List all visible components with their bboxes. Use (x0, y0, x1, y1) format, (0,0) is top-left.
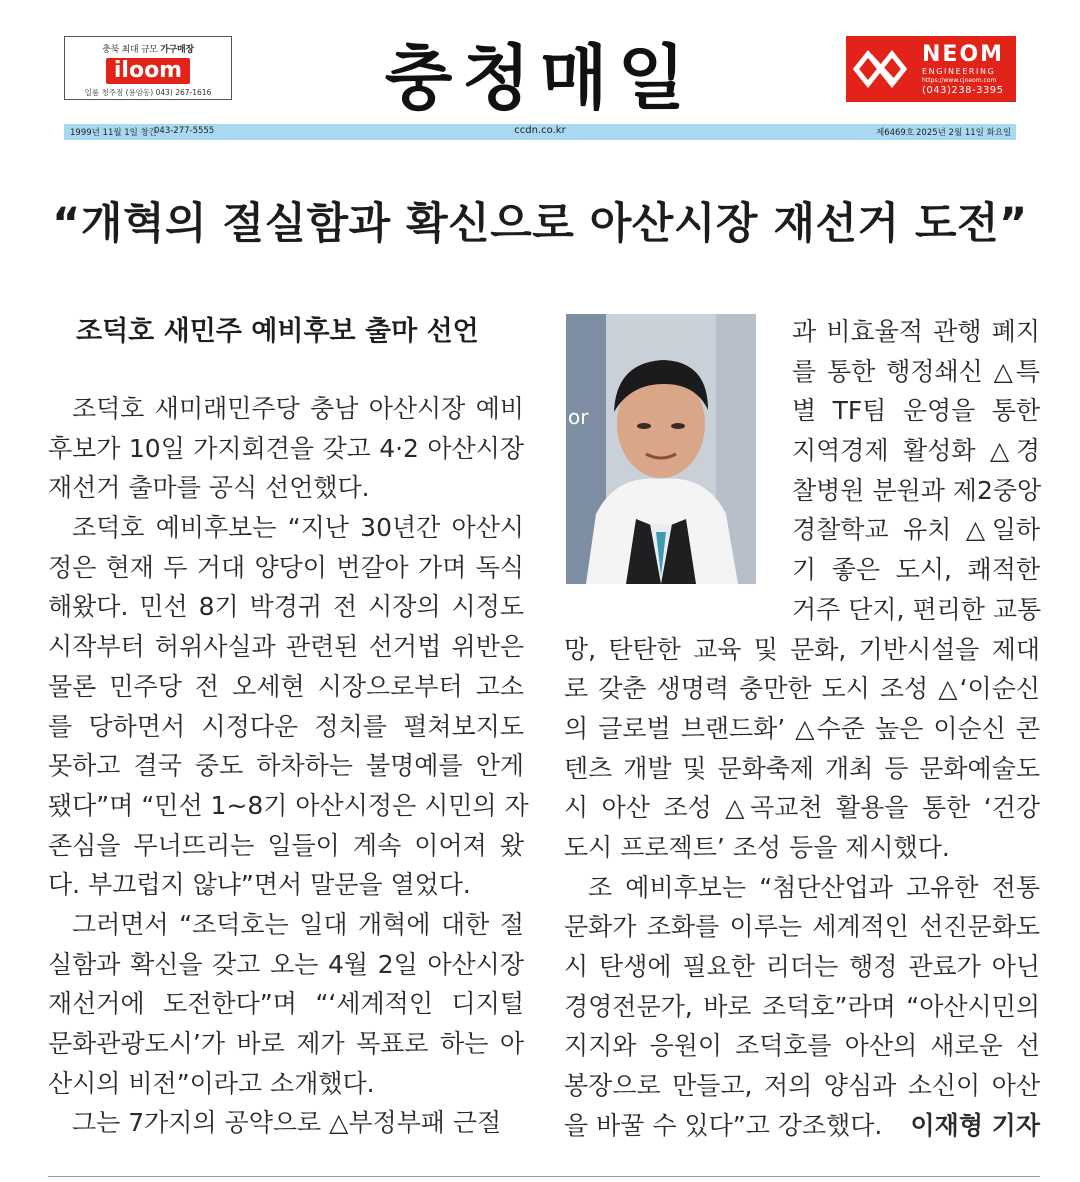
article-text-line: 재선거 출마를 공식 선언했다. (48, 473, 370, 503)
neom-name: NEOM (922, 42, 1005, 67)
article-text-line: 의 글로벌 브랜드화’ △수준 높은 이순신 콘 (564, 713, 1040, 743)
article-text-line: 못하고 결국 중도 하차하는 불명예를 안게 (48, 751, 524, 781)
iloom-logo: iloom (106, 58, 190, 84)
neom-url: https://www.cjneom.com (922, 77, 997, 84)
article-text-line: 재선거에 도전한다”며 “‘세계적인 디지털 (48, 989, 524, 1019)
article-text-line: 기 좋은 도시, 쾌적한 (792, 555, 1040, 585)
article-text-line: 조덕호 예비후보는 “지난 30년간 아산시 (72, 513, 524, 543)
article-text-line: 다. 부끄럽지 않냐”면서 말문을 열었다. (48, 870, 471, 900)
advertisement-neom[interactable] (846, 36, 1016, 102)
article-text-line: 후보가 10일 가지회견을 갖고 4·2 아산시장 (48, 433, 524, 463)
right-column-text (564, 630, 1040, 1146)
article-text-line: 문화관광도시’가 바로 제가 목표로 하는 아 (48, 1029, 524, 1058)
article-text-line: 해왔다. 민선 8기 박경귀 전 시장의 시정도 (48, 592, 524, 622)
article-text-line: 거주 단지, 편리한 교통 (792, 594, 1042, 624)
neom-tel: (043)238-3395 (922, 85, 1004, 96)
ad-tagline-text: 충북 최대 규모 (102, 45, 158, 55)
article-text-line: 정은 현재 두 거대 양당이 번갈아 가며 독식 (48, 552, 524, 582)
article-text-line: 문화가 조화를 이루는 세계적인 선진문화도 (564, 912, 1040, 942)
article-text-line-content: 을 바꿀 수 있다”고 강조했다. (564, 1110, 883, 1140)
right-column-wrap-text (792, 312, 1040, 630)
issue-number: 제6469호 (876, 128, 915, 138)
article-text-line: 물론 민주당 전 오세현 시장으로부터 고소 (48, 671, 524, 701)
svg-text:or: or (568, 405, 589, 429)
article-text-line: 별 TF팀 운영을 통한 (792, 396, 1040, 426)
article-text-line: 지지와 응원이 조덕호를 아산의 새로운 선 (564, 1031, 1040, 1061)
article-text-line: 시작부터 허위사실과 관련된 선거법 위반은 (48, 632, 524, 662)
article-column-left (48, 312, 529, 1143)
article-text-line: 로 갖춘 생명력 충만한 도시 조성 △‘이순신 (564, 674, 1040, 704)
left-column-text (48, 389, 529, 1143)
article-byline: 이재형 기자 (910, 1110, 1040, 1140)
article-text-line: 과 비효율적 관행 폐지 (792, 317, 1040, 346)
article-text-line: 그러면서 “조덕호는 일대 개혁에 대한 절 (72, 909, 524, 939)
office-phone: 043-277-5555 (154, 126, 215, 136)
article-text-line: 시 아산 조성 △곡교천 활용을 통한 ‘건강 (564, 793, 1040, 823)
neom-logo-icon (852, 46, 916, 92)
newspaper-logo: 충청매일 (384, 36, 696, 119)
ad-tagline-bold: 가구매장 (160, 45, 194, 55)
article-text-line: 텐츠 개발 및 문화축제 개최 등 문화예술도 (564, 753, 1040, 783)
article-headline: “개혁의 절실함과 확신으로 아산시장 재선거 도전” (52, 199, 1028, 249)
article-text-line (564, 1106, 1040, 1146)
site-url[interactable]: ccdn.co.kr (514, 125, 566, 136)
article-text-line: 그는 7가지의 공약으로 △부정부패 근절 (72, 1108, 502, 1138)
article-text-line: 실함과 확신을 갖고 오는 4월 2일 아산시장 (48, 949, 524, 979)
article-text-line: 됐다”며 “민선 1~8기 아산시정은 시민의 자 (48, 790, 529, 820)
bottom-rule (48, 1176, 1040, 1177)
article-subheadline: 조덕호 새민주 예비후보 출마 선언 (76, 316, 479, 347)
info-bar (64, 124, 1016, 140)
article-text-line: 조덕호 새미래민주당 충남 아산시장 예비 (72, 394, 524, 423)
founded-date: 1999년 11월 1일 창간 (70, 128, 158, 138)
article-text-line: 를 통한 행정쇄신 △특 (792, 356, 1040, 386)
article-text-line: 존심을 무너뜨리는 일들이 계속 이어져 왔 (48, 830, 524, 860)
article-text-line: 도시 프로젝트’ 조성 등을 제시했다. (564, 832, 950, 862)
article-text-line: 찰병원 분원과 제2중앙 (792, 475, 1042, 505)
issue-date: 2025년 2월 11일 화요일 (916, 128, 1012, 138)
article-text-line: 조 예비후보는 “첨단산업과 고유한 전통 (588, 872, 1040, 902)
article-text-line: 를 당하면서 시정다운 정치를 펼쳐보지도 (48, 711, 524, 741)
article-column-right (564, 312, 1040, 1145)
article-text-line: 경찰학교 유치 △일하 (792, 515, 1040, 545)
article-text-line: 망, 탄탄한 교육 및 문화, 기반시설을 제대 (564, 634, 1040, 664)
ad-contact: 일룸 청주점 (용암동) 043) 267-1616 (84, 88, 212, 97)
article-text-line: 지역경제 활성화 △경 (792, 436, 1040, 466)
article-text-line: 산시의 비전”이라고 소개했다. (48, 1068, 375, 1098)
article-text-line: 봉장으로 만들고, 저의 양심과 소신이 아산 (564, 1071, 1040, 1101)
article-text-line: 경영전문가, 바로 조덕호”라며 “아산시민의 (564, 991, 1040, 1021)
neom-sub: ENGINEERING (922, 67, 996, 76)
article-text-line: 시 탄생에 필요한 리더는 행정 관료가 아닌 (564, 952, 1040, 981)
